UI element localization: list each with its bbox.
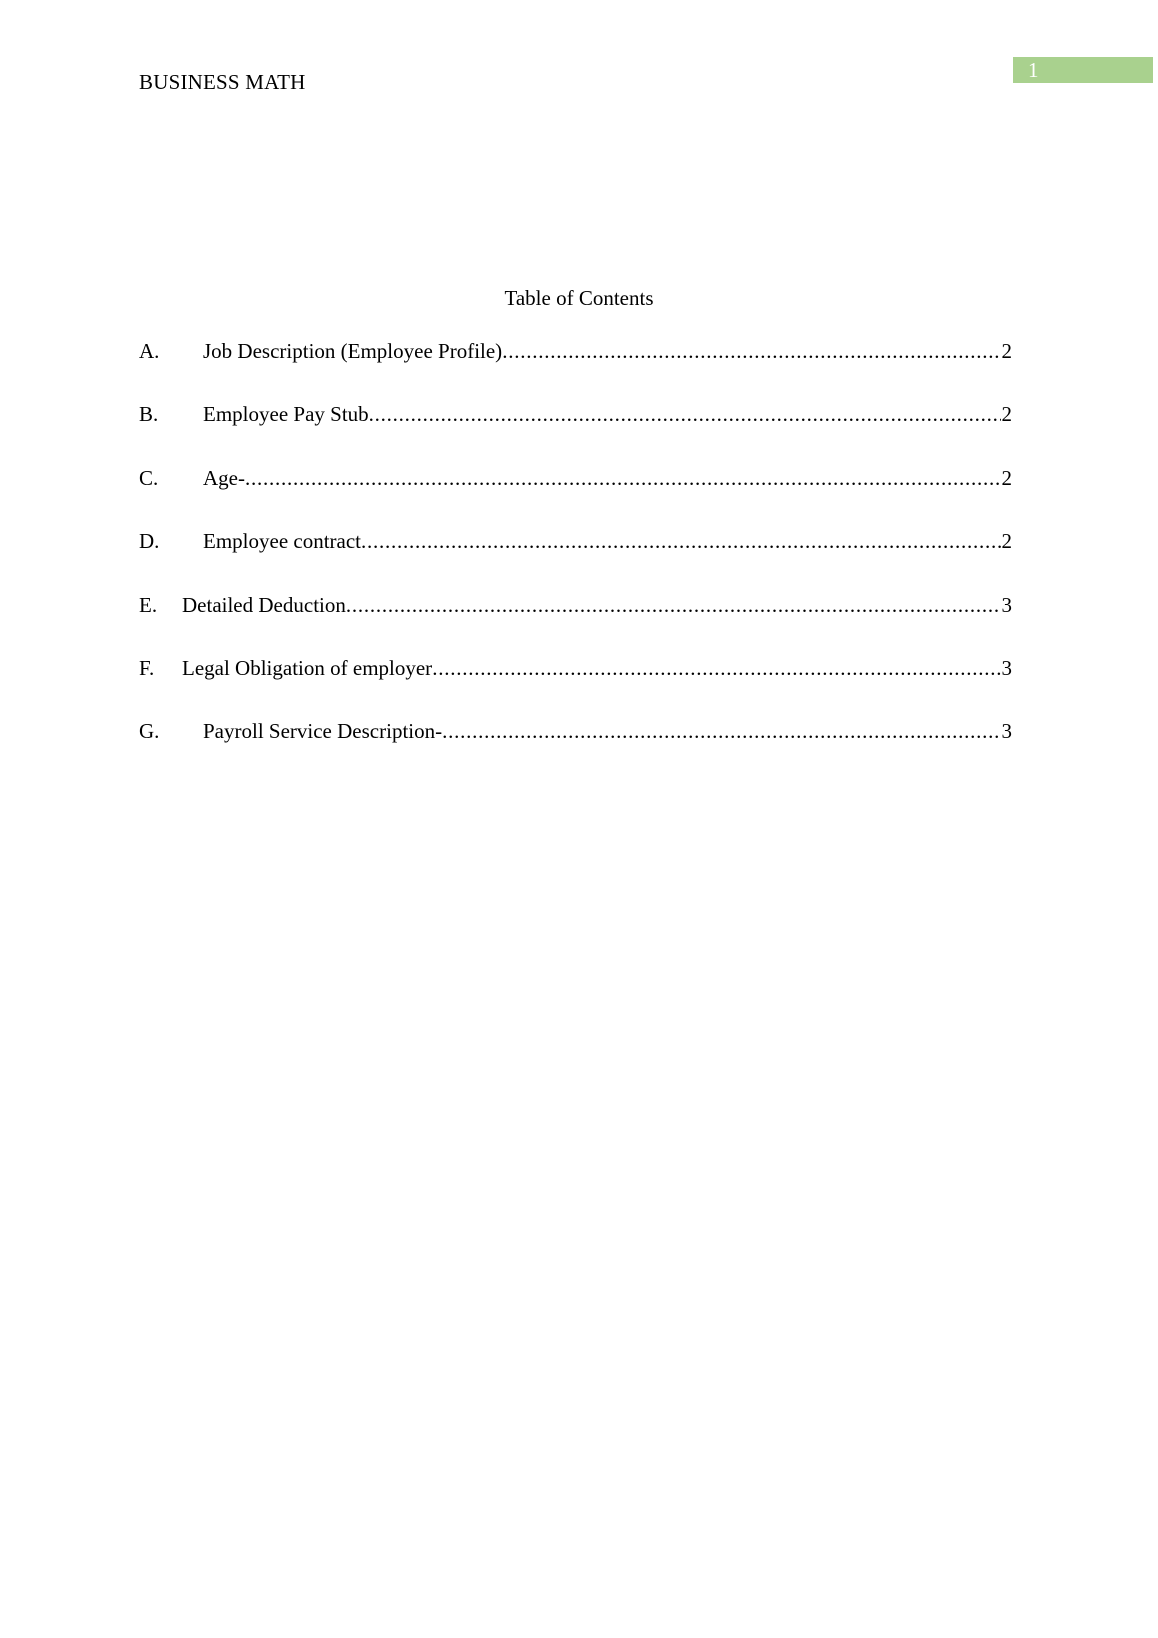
toc-dot-leader (346, 591, 1001, 619)
toc-entry-title: Employee contract (203, 529, 362, 554)
toc-entry-page: 2 (1001, 339, 1012, 363)
toc-entry-title: Employee Pay Stub (203, 402, 369, 427)
toc-dot-leader (502, 337, 1000, 365)
toc-entry-title: Payroll Service Description- (203, 719, 443, 744)
toc-entry-page: 2 (1001, 402, 1012, 427)
toc-dot-leader (432, 654, 1000, 682)
toc-entry-page: 2 (1001, 529, 1012, 554)
toc-entry[interactable] (139, 591, 1012, 654)
toc-entry-letter: E. (139, 592, 158, 617)
toc-entry[interactable] (139, 337, 1012, 400)
toc-entry-title: Age- (203, 465, 245, 490)
toc-entry-letter: A. (139, 339, 160, 363)
page-number-badge (1013, 57, 1153, 83)
toc-title: Table of Contents (504, 286, 654, 310)
toc-entry-page: 3 (1001, 719, 1012, 744)
toc-entry-page: 2 (1001, 465, 1012, 490)
toc-entry[interactable] (139, 527, 1012, 590)
toc-entry-letter: C. (139, 465, 159, 490)
toc-entry-letter: D. (139, 529, 160, 554)
toc-dot-leader (369, 400, 1001, 428)
page-number: 1 (1028, 58, 1039, 82)
toc-entry[interactable] (139, 464, 1012, 527)
toc-entry-letter: B. (139, 402, 159, 427)
toc-entry-letter: G. (139, 719, 160, 744)
running-head: BUSINESS MATH (139, 70, 306, 94)
toc-entry-page: 3 (1001, 592, 1012, 617)
toc-entry-letter: F. (139, 655, 155, 680)
toc-entry-page: 3 (1001, 655, 1012, 680)
toc-entry-title: Job Description (Employee Profile) (203, 339, 503, 363)
toc-dot-leader (442, 717, 1000, 745)
toc-entry[interactable] (139, 717, 1012, 780)
toc-entry[interactable] (139, 654, 1012, 717)
toc-dot-leader (245, 464, 1001, 492)
toc-entry[interactable] (139, 400, 1012, 463)
toc-entry-title: Detailed Deduction (182, 592, 346, 617)
table-of-contents (139, 337, 1012, 781)
toc-dot-leader (361, 527, 1000, 555)
toc-entry-title: Legal Obligation of employer (182, 655, 433, 680)
